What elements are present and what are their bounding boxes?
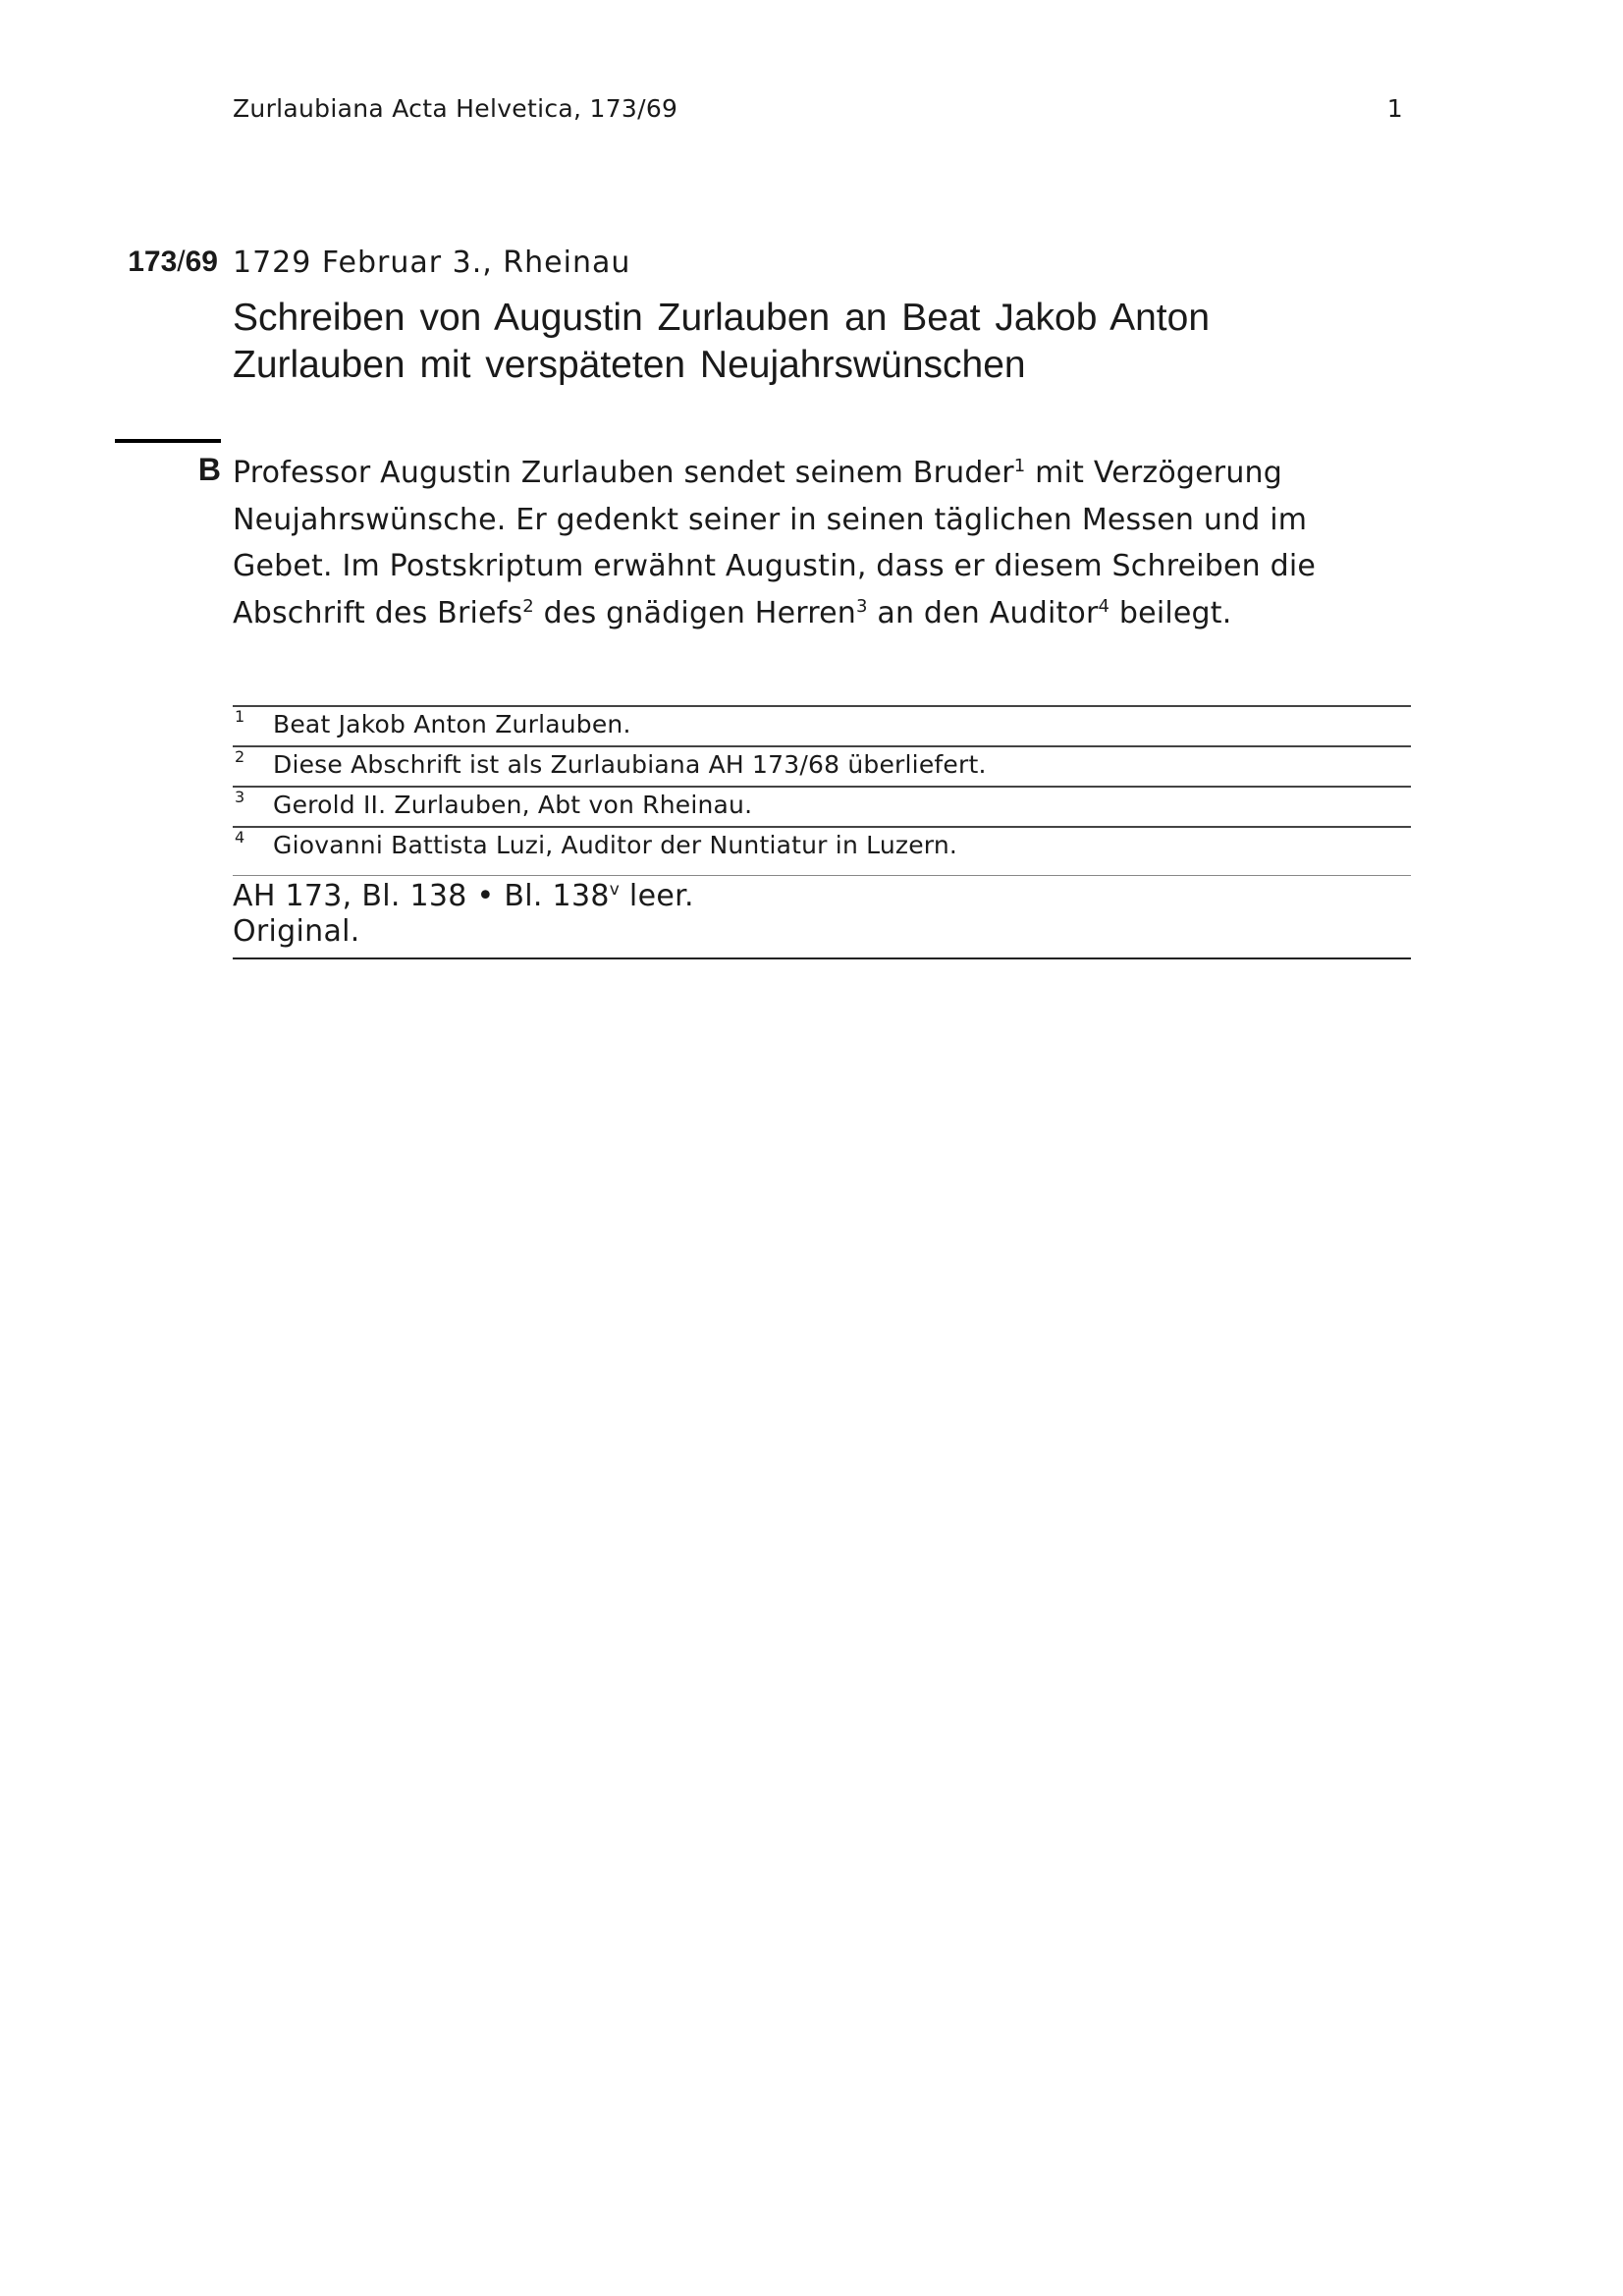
footnote bbox=[233, 707, 1411, 747]
document-title-line-2: Zurlauben mit verspäteten Neujahrswünschen bbox=[233, 344, 1026, 386]
source-line-2: Original. bbox=[233, 914, 360, 949]
source-note bbox=[233, 879, 1411, 959]
document-title bbox=[233, 295, 1215, 389]
regest-segment: mit Verzögerung Neujahrswünsche. Er gedenkt seiner in seinen täglichen Messen und im Gebet. Im Postskriptum erwähnt Augustin, dass er diesem Schreiben die Abschrift des Briefs bbox=[233, 456, 1317, 630]
footnote-text: Beat Jakob Anton Zurlauben. bbox=[273, 710, 631, 738]
margin-rule bbox=[115, 439, 221, 443]
regest-segment: des gnädigen Herren bbox=[533, 595, 856, 630]
document-number bbox=[110, 246, 218, 279]
footnote-text: Giovanni Battista Luzi, Auditor der Nuntiatur in Luzern. bbox=[273, 831, 958, 859]
running-title: Zurlaubiana Acta Helvetica, 173/69 bbox=[233, 94, 678, 123]
footnote-marker: 2 bbox=[235, 747, 245, 766]
source-line-1 bbox=[233, 879, 1411, 914]
footnote-ref[interactable]: 2 bbox=[522, 595, 534, 617]
footnotes bbox=[233, 705, 1411, 876]
document-number-volume: 173 bbox=[128, 246, 178, 278]
source-reference: AH 173, Bl. 138 • Bl. 138 bbox=[233, 879, 610, 913]
document-number-slash: / bbox=[177, 246, 186, 278]
footnote bbox=[233, 747, 1411, 788]
regest-segment: beilegt. bbox=[1109, 595, 1232, 630]
footnote-marker: 4 bbox=[235, 828, 245, 847]
footnote-marker: 3 bbox=[235, 788, 245, 806]
footnote-ref[interactable]: 3 bbox=[855, 595, 868, 617]
regest-segment: Professor Augustin Zurlauben sendet seinem Bruder bbox=[233, 456, 1014, 490]
footnote-marker: 1 bbox=[235, 707, 245, 726]
regest-segment: an den Auditor bbox=[867, 595, 1099, 630]
document-date-place: 1729 Februar 3., Rheinau bbox=[233, 246, 631, 280]
running-header bbox=[233, 94, 1403, 130]
footnote-ref[interactable]: 1 bbox=[1013, 456, 1026, 476]
document-title-line-1: Schreiben von Augustin Zurlauben an Beat Jakob Anton bbox=[233, 297, 1211, 339]
footnote bbox=[233, 828, 1411, 876]
page-number: 1 bbox=[1386, 94, 1403, 123]
document-number-item: 69 bbox=[185, 246, 218, 278]
footnote-ref[interactable]: 4 bbox=[1098, 595, 1110, 617]
regest-label: B bbox=[197, 452, 221, 487]
footnote-text: Gerold II. Zurlauben, Abt von Rheinau. bbox=[273, 791, 753, 819]
regest-text bbox=[233, 450, 1411, 636]
verso-marker: v bbox=[609, 880, 621, 900]
footnote-text: Diese Abschrift ist als Zurlaubiana AH 173/68 überliefert. bbox=[273, 750, 987, 779]
source-reference-suffix: leer. bbox=[620, 879, 694, 913]
footnote bbox=[233, 788, 1411, 828]
